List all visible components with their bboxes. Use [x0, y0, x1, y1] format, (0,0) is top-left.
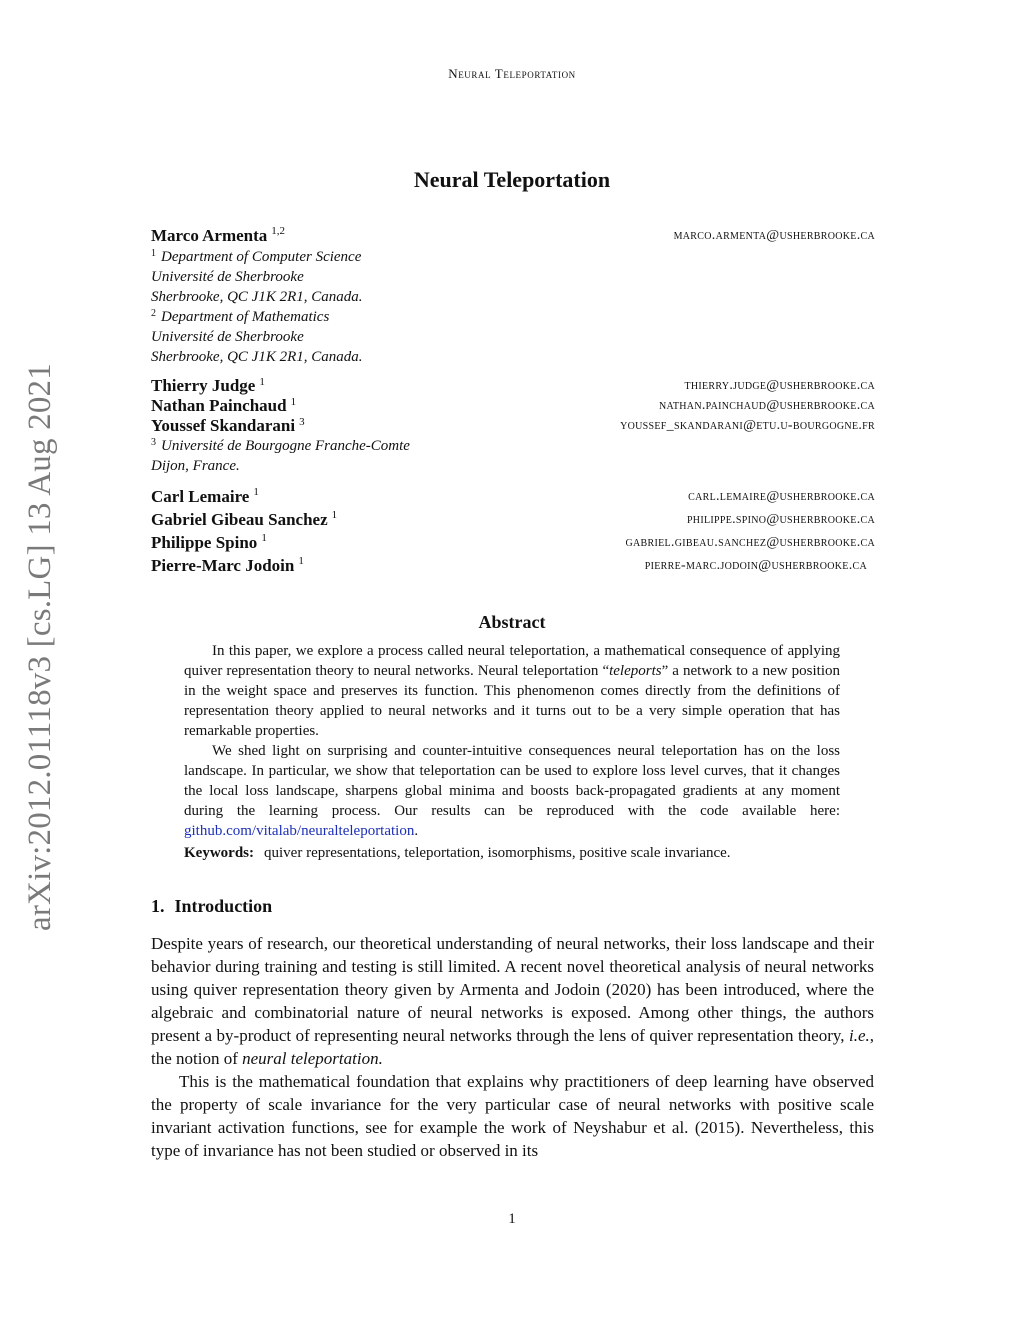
- author-email[interactable]: philippe.spino@usherbrooke.ca: [686, 512, 875, 527]
- author-row: [151, 416, 875, 436]
- affiliation: $^3$ Université de Bourgogne Franche-Comte Dijon, France.: [151, 437, 410, 474]
- abstract-heading: Abstract: [478, 612, 546, 632]
- author-name: Nathan Painchaud $^1$: [151, 396, 297, 415]
- intro-body: [151, 932, 874, 1162]
- author-name: Marco Armenta $^{1,2}$: [151, 225, 286, 245]
- author-row: [151, 531, 875, 554]
- affiliation: $^1$ Department of Computer Science Université de Sherbrooke Sherbrooke, QC J1K 2R1, Canada. $^2$ Department of Mathematics Université de Sherbrooke Sherbrooke, QC J1K 2R1, Canada.: [151, 248, 363, 365]
- author-name: Gabriel Gibeau Sanchez $^1$: [151, 509, 338, 529]
- author-email[interactable]: youssef_skandarani@etu.u-bourgogne.fr: [620, 418, 875, 433]
- author-row: [151, 485, 875, 508]
- author-email[interactable]: carl.lemaire@usherbrooke.ca: [688, 489, 875, 504]
- author-name: Youssef Skandarani $^3$: [151, 416, 305, 435]
- abstract-body: [184, 641, 840, 863]
- author-row: [151, 396, 875, 416]
- abstract-paragraph: We shed light on surprising and counter-intuitive consequences neural teleportation has on the loss landscape. In particular, we show that teleportation can be used to explore loss level curves, that it changes the local loss landscape, sharpens global minima and boosts back-propagated gradients at any moment during the learning process. Our results can be reproduced with the code available here: github.com/vitalab/neuralteleportation.: [184, 743, 840, 839]
- running-head: Neural Teleportation: [448, 66, 576, 81]
- paper-title: Neural Teleportation: [413, 167, 611, 192]
- abstract-paragraph: In this paper, we explore a process called neural teleportation, a mathematical consequence of applying quiver representation theory to neural networks. Neural teleportation “teleports” a network to a new position in the weight space and preserves its function. This phenomenon comes directly from the definitions of representation theory applied to neural networks and it turns out to be a very simple operation that has remarkable properties.: [184, 643, 840, 739]
- section-heading: 1. Introduction: [151, 896, 273, 916]
- arxiv-stamp: arXiv:2012.01118v3 [cs.LG] 13 Aug 2021: [22, 363, 58, 931]
- author-email[interactable]: gabriel.gibeau.sanchez@usherbrooke.ca: [625, 535, 875, 550]
- body-paragraph: Despite years of research, our theoretical understanding of neural networks, their loss landscape and their behavior during training and testing is still limited. A recent novel theoretical analysis of neural networks using quiver representation theory given by Armenta and Jodoin (2020) has been introduced, where the algebraic and combinatorial nature of neural networks is exposed. Among other things, the authors present a by-product of representing neural networks through the lens of quiver representation theory, i.e., the notion of neural teleportation.: [151, 934, 874, 1068]
- author-name: Pierre-Marc Jodoin $^1$: [151, 555, 304, 575]
- page-number: 1: [508, 1211, 516, 1227]
- code-link[interactable]: github.com/vitalab/neuralteleportation: [184, 823, 415, 839]
- author-email[interactable]: thierry.judge@usherbrooke.ca: [684, 378, 875, 393]
- author-row: [151, 508, 875, 531]
- body-paragraph: This is the mathematical foundation that explains why practitioners of deep learning have observed the property of scale invariance for the very particular case of neural networks with positive scale invariant activation functions, see for example the work of Neyshabur et al. (2015). Nevertheless, this type of invariance has not been studied or observed in its: [151, 1072, 874, 1160]
- author-email[interactable]: nathan.painchaud@usherbrooke.ca: [658, 398, 875, 413]
- author-block: [151, 224, 875, 577]
- author-row: [151, 376, 875, 396]
- author-name: Thierry Judge $^1$: [151, 376, 265, 395]
- author-name: Philippe Spino $^1$: [151, 532, 267, 552]
- author-email[interactable]: marco.armenta@usherbrooke.ca: [673, 228, 875, 243]
- author-email[interactable]: pierre-marc.jodoin@usherbrooke.ca: [644, 558, 867, 573]
- author-row: [151, 554, 875, 577]
- author-name: Carl Lemaire $^1$: [151, 486, 259, 506]
- author-row: [151, 224, 875, 247]
- keywords: Keywords: quiver representations, teleportation, isomorphisms, positive scale invariance.: [184, 845, 731, 861]
